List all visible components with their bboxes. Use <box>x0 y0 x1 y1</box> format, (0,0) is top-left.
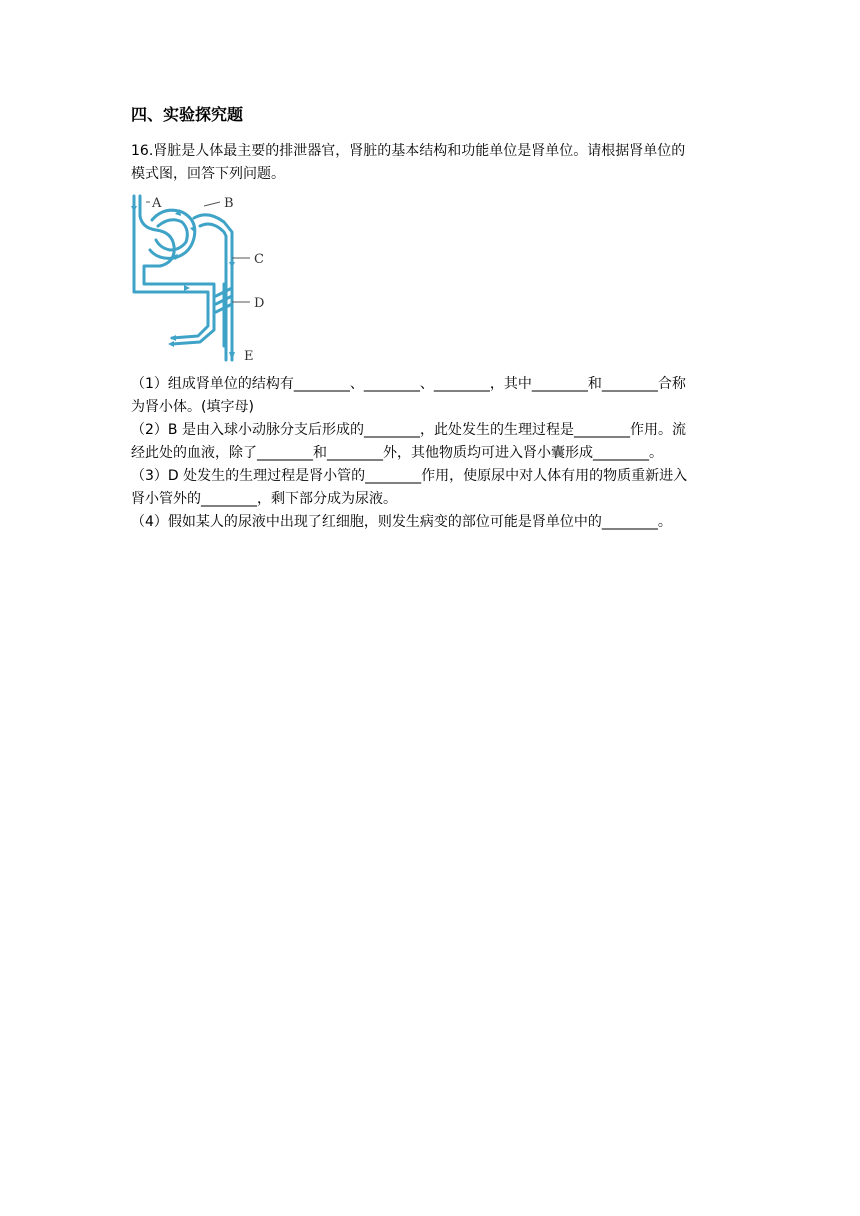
subquestion-2-line-2: 经此处的血液，除了________和________外，其他物质均可进入肾小囊形成________。 <box>131 445 663 461</box>
label-e: E <box>244 349 254 364</box>
label-b: B <box>224 196 234 211</box>
subquestion-1-line-1: （1）组成肾单位的结构有________、________、________，其中________和________合称 <box>131 376 686 392</box>
nephron-vessels <box>134 196 232 360</box>
section-title: 四、实验探究题 <box>131 105 244 124</box>
subquestion-4 <box>131 511 731 534</box>
subquestion-3-line-2: 肾小管外的________，剩下部分成为尿液。 <box>131 491 397 507</box>
label-a: A <box>152 196 162 211</box>
subquestion-4-line-1: （4）假如某人的尿液中出现了红细胞，则发生病变的部位可能是肾单位中的________。 <box>131 514 672 530</box>
subquestion-2-line-1: （2）B 是由入球小动脉分支后形成的________，此处发生的生理过程是________作用。流 <box>131 422 686 438</box>
intro-line-2: 模式图，回答下列问题。 <box>131 166 285 182</box>
label-d: D <box>254 296 265 311</box>
subquestion-3-line-1: （3）D 处发生的生理过程是肾小管的________作用，使原尿中对人体有用的物质重新进入 <box>131 468 688 484</box>
nephron-diagram-svg <box>128 192 278 364</box>
subquestion-1-line-2: 为肾小体。(填字母) <box>131 399 254 415</box>
nephron-diagram <box>128 192 278 364</box>
question-intro <box>131 140 731 186</box>
intro-line-1: 16.肾脏是人体最主要的排泄器官，肾脏的基本结构和功能单位是肾单位。请根据肾单位的 <box>131 143 686 159</box>
subquestion-2 <box>131 419 731 465</box>
subquestion-3 <box>131 465 731 511</box>
label-c: C <box>254 252 264 267</box>
subquestion-1 <box>131 373 731 419</box>
